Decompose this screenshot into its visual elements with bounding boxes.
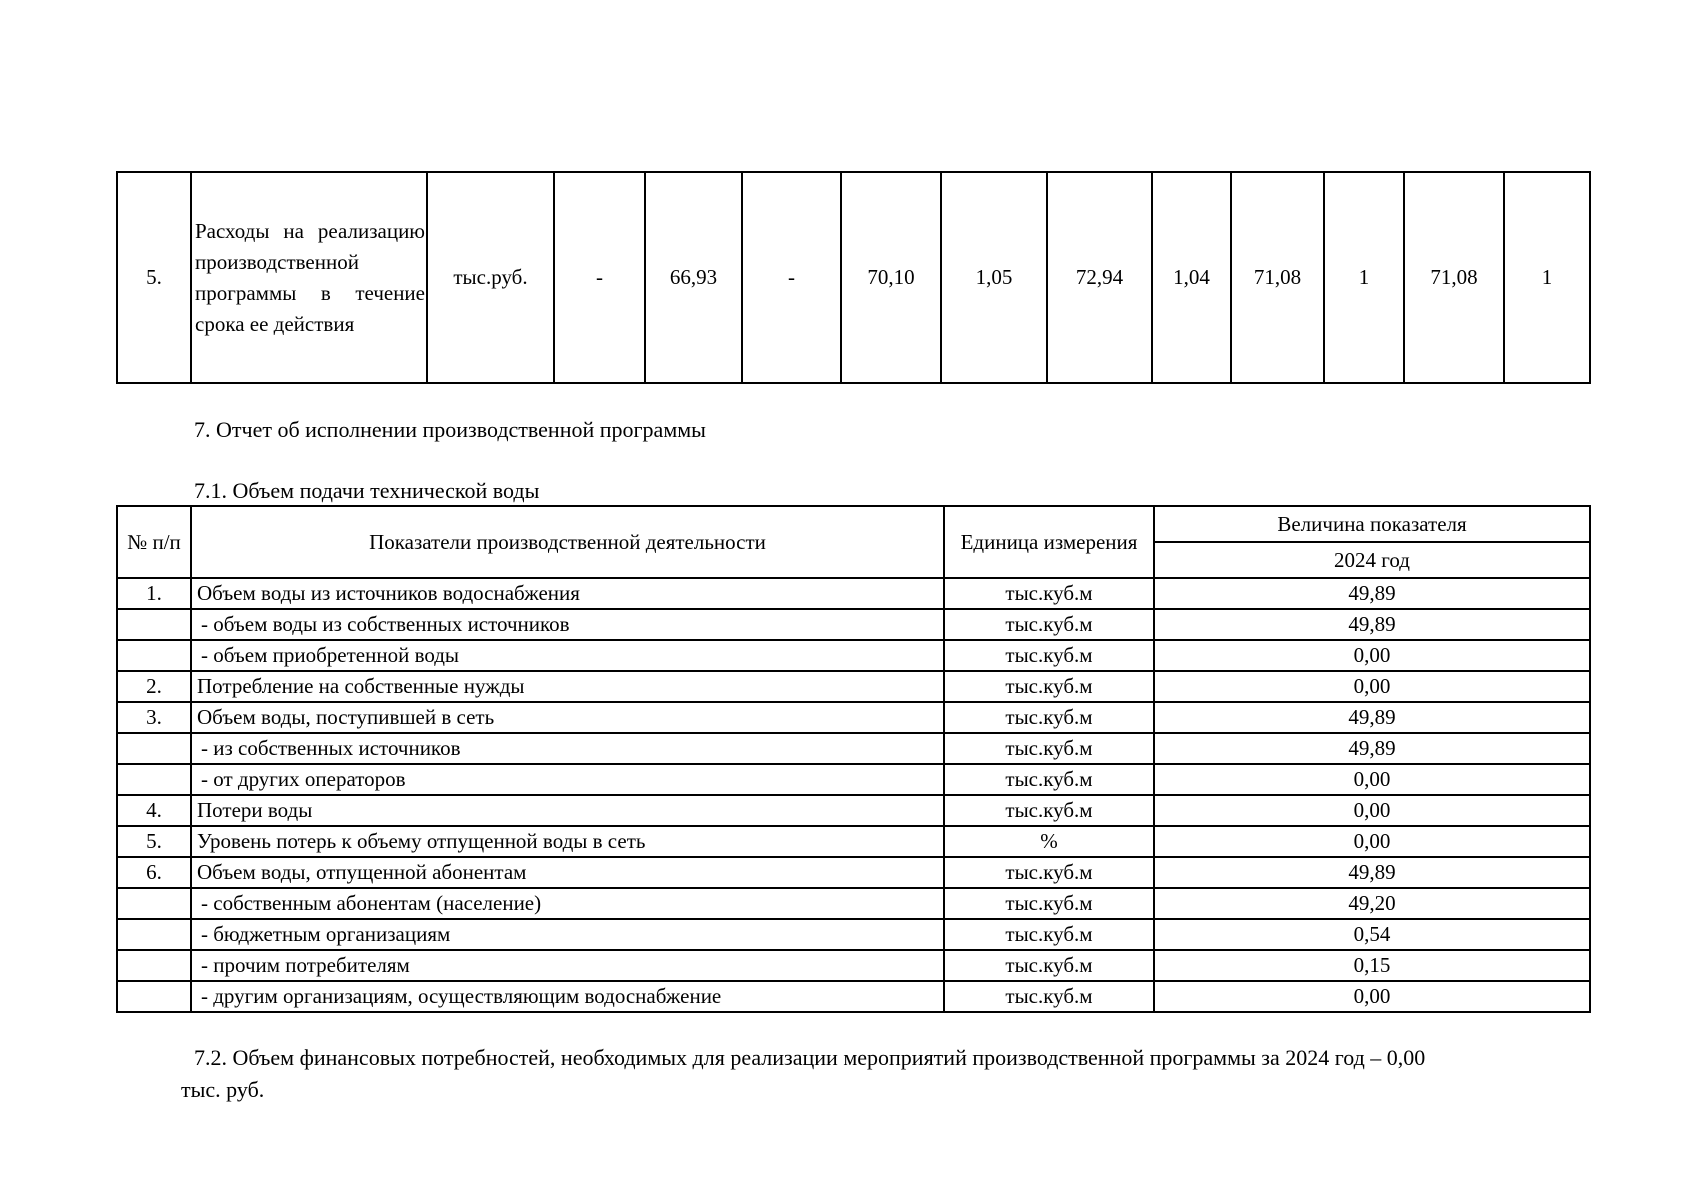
row-number <box>117 764 191 795</box>
row-indicator: - собственным абонентам (население) <box>191 888 944 919</box>
table-row <box>117 795 1590 826</box>
value-cell: 1 <box>1324 172 1404 383</box>
row-number: 5. <box>117 826 191 857</box>
row-number <box>117 950 191 981</box>
value-cell: - <box>554 172 645 383</box>
value-cell: - <box>742 172 841 383</box>
row-unit: тыс.куб.м <box>944 671 1154 702</box>
row-value: 49,20 <box>1154 888 1590 919</box>
row-unit: тыс.куб.м <box>944 888 1154 919</box>
value-cell: 66,93 <box>645 172 742 383</box>
row-number <box>117 640 191 671</box>
row-unit: тыс.куб.м <box>944 578 1154 609</box>
table-row <box>117 826 1590 857</box>
table-row <box>117 578 1590 609</box>
row-value: 49,89 <box>1154 702 1590 733</box>
row-unit: тыс.куб.м <box>944 919 1154 950</box>
row-indicator: Потери воды <box>191 795 944 826</box>
row-value: 0,15 <box>1154 950 1590 981</box>
table-row <box>117 919 1590 950</box>
row-number: 2. <box>117 671 191 702</box>
row-value: 49,89 <box>1154 733 1590 764</box>
row-value: 49,89 <box>1154 578 1590 609</box>
table-header <box>117 506 1590 578</box>
row-indicator: Объем воды, поступившей в сеть <box>191 702 944 733</box>
row-unit: % <box>944 826 1154 857</box>
row-unit: тыс.куб.м <box>944 702 1154 733</box>
value-cell: 71,08 <box>1231 172 1324 383</box>
row-number: 4. <box>117 795 191 826</box>
row-number <box>117 609 191 640</box>
row-unit: тыс.куб.м <box>944 609 1154 640</box>
value-cell: 71,08 <box>1404 172 1504 383</box>
row-number: 6. <box>117 857 191 888</box>
row-unit: тыс.куб.м <box>944 640 1154 671</box>
section-7-title: 7. Отчет об исполнении производственной программы <box>194 417 706 442</box>
row-number <box>117 919 191 950</box>
value-cell: 1,04 <box>1152 172 1231 383</box>
row-value: 0,00 <box>1154 826 1590 857</box>
water-supply-table <box>116 505 1591 1013</box>
table-row <box>117 950 1590 981</box>
row-number <box>117 981 191 1012</box>
table-row <box>117 733 1590 764</box>
row-indicator: - объем приобретенной воды <box>191 640 944 671</box>
header-indicator: Показатели производственной деятельности <box>191 506 944 578</box>
header-unit: Единица измерения <box>944 506 1154 578</box>
row-indicator: Уровень потерь к объему отпущенной воды в сеть <box>191 826 944 857</box>
header-value-group: Величина показателя <box>1154 506 1590 542</box>
row-number <box>117 888 191 919</box>
row-value: 0,54 <box>1154 919 1590 950</box>
row-value: 49,89 <box>1154 857 1590 888</box>
row-number: 1. <box>117 578 191 609</box>
row-indicator: - из собственных источников <box>191 733 944 764</box>
row-indicator: - бюджетным организациям <box>191 919 944 950</box>
row-indicator: Потребление на собственные нужды <box>191 671 944 702</box>
table-row <box>117 888 1590 919</box>
row-unit: тыс.куб.м <box>944 981 1154 1012</box>
row-unit: тыс.куб.м <box>944 764 1154 795</box>
row-unit: тыс.куб.м <box>944 733 1154 764</box>
section-7-2-line2: тыс. руб. <box>181 1077 265 1102</box>
row-indicator: - другим организациям, осуществляющим водоснабжение <box>191 981 944 1012</box>
row-number <box>117 733 191 764</box>
row-indicator: Объем воды, отпущенной абонентам <box>191 857 944 888</box>
row-unit: тыс.куб.м <box>944 795 1154 826</box>
section-7-2-line1: 7.2. Объем финансовых потребностей, необходимых для реализации мероприятий производственной программы за 2024 год – 0,00 <box>194 1045 1426 1070</box>
table-row <box>117 172 1590 383</box>
row-description: Расходы на реализацию производственной программы в течение срока ее действия <box>191 172 427 383</box>
header-num: № п/п <box>117 506 191 578</box>
row-indicator: - от других операторов <box>191 764 944 795</box>
table-row <box>117 764 1590 795</box>
section-7-1-title: 7.1. Объем подачи технической воды <box>194 478 540 503</box>
row-value: 0,00 <box>1154 764 1590 795</box>
row-indicator: - объем воды из собственных источников <box>191 609 944 640</box>
row-unit: тыс.руб. <box>427 172 554 383</box>
table-row <box>117 981 1590 1012</box>
row-value: 0,00 <box>1154 981 1590 1012</box>
row-value: 49,89 <box>1154 609 1590 640</box>
row-value: 0,00 <box>1154 671 1590 702</box>
row-unit: тыс.куб.м <box>944 950 1154 981</box>
table-body <box>117 578 1590 1012</box>
row-number: 3. <box>117 702 191 733</box>
table-row <box>117 671 1590 702</box>
row-value: 0,00 <box>1154 640 1590 671</box>
value-cell: 70,10 <box>841 172 941 383</box>
expenses-table <box>116 171 1591 384</box>
table-row <box>117 857 1590 888</box>
table-row <box>117 609 1590 640</box>
value-cell: 1 <box>1504 172 1590 383</box>
section-7-2-paragraph <box>181 1042 1589 1106</box>
value-cell: 1,05 <box>941 172 1047 383</box>
row-indicator: - прочим потребителям <box>191 950 944 981</box>
row-number: 5. <box>117 172 191 383</box>
value-cell: 72,94 <box>1047 172 1152 383</box>
table-row <box>117 640 1590 671</box>
row-unit: тыс.куб.м <box>944 857 1154 888</box>
row-indicator: Объем воды из источников водоснабжения <box>191 578 944 609</box>
row-value: 0,00 <box>1154 795 1590 826</box>
header-year: 2024 год <box>1154 542 1590 578</box>
table-row <box>117 702 1590 733</box>
